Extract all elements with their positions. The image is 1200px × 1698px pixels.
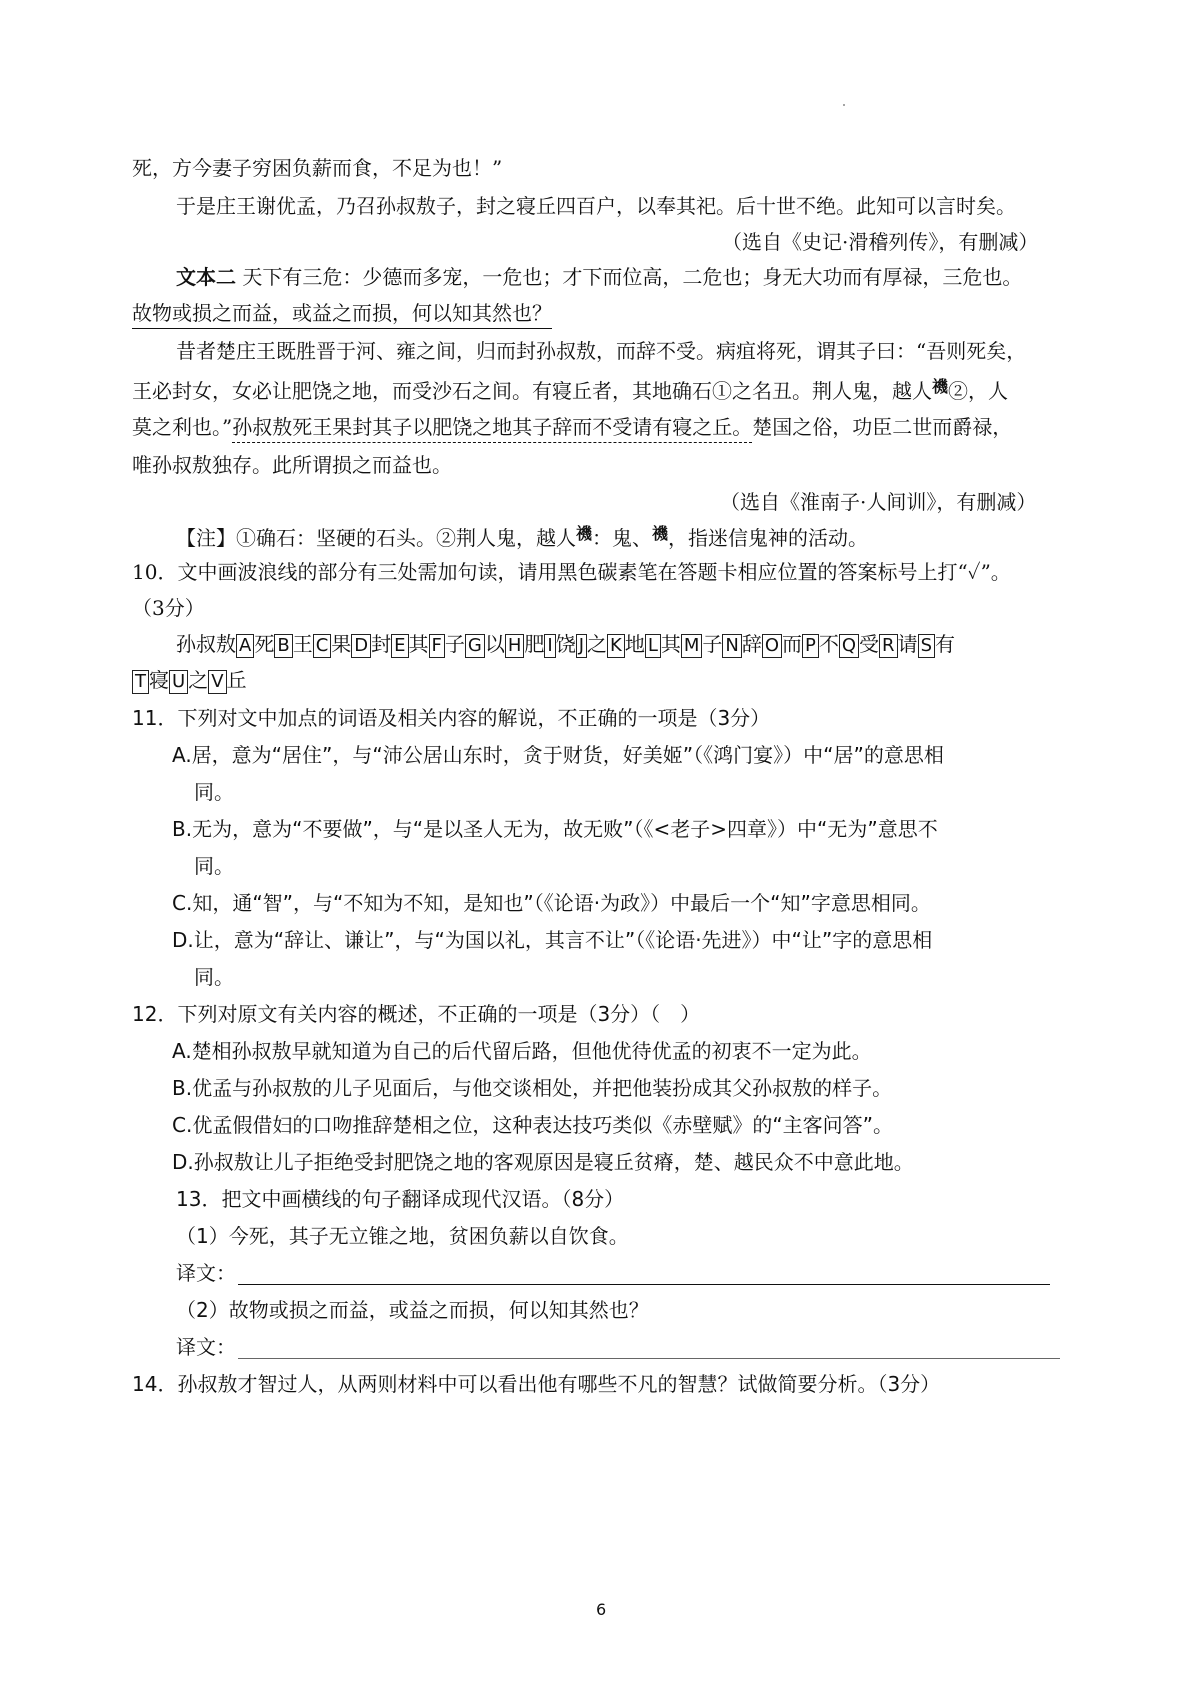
- q10-stem: 10．文中画波浪线的部分有三处需加句读，请用黑色碳素笔在答题卡相应位置的答案标号上打“✓”。: [132, 560, 1011, 584]
- q10-char: 地: [624, 632, 645, 656]
- q10-char: 肥: [524, 632, 545, 656]
- q10-char: 辞: [741, 632, 762, 656]
- q10-option-box-m[interactable]: M: [681, 634, 703, 658]
- q11-option-d-cont: 同。: [194, 965, 234, 989]
- q10-option-box-c[interactable]: C: [313, 634, 332, 658]
- passage1-line2-text: 于是庄王谢优孟，乃召孙叔敖子，封之寝丘四百户，以奉其祀。后十世不绝。此知可以言时矣。: [176, 194, 1016, 218]
- q10-char: 饶: [555, 632, 576, 656]
- q10-char: 王: [292, 632, 313, 656]
- q10-char: 受: [859, 632, 880, 656]
- q13-stem: 13．把文中画横线的句子翻译成现代汉语。（8分）: [176, 1187, 625, 1211]
- rare-character-glyph: 禨: [652, 524, 669, 543]
- q10-option-box-d[interactable]: D: [351, 634, 371, 658]
- note-text-mid: ：鬼、: [592, 526, 653, 550]
- q10-option-box-a[interactable]: A: [236, 634, 254, 658]
- q10-char: 以: [484, 632, 505, 656]
- q10-option-box-r[interactable]: R: [879, 634, 898, 658]
- q10-char: 不: [818, 632, 839, 656]
- q10-char: 封: [371, 632, 392, 656]
- passage1-line2: [176, 196, 1016, 216]
- passage2-line4: [132, 379, 1008, 401]
- note-text-end: ，指迷信鬼神的活动。: [668, 526, 869, 550]
- q11-option-b: B.无为，意为“不要做”，与“是以圣人无为，故无败”（《<老子>四章》）中“无为”意思不: [172, 817, 938, 841]
- q10-option-box-t[interactable]: T: [132, 670, 149, 694]
- q10-char: 其: [408, 632, 429, 656]
- q10-char: 有: [935, 632, 955, 656]
- q10-option-box-p[interactable]: P: [802, 634, 819, 658]
- q13-translation-label-2: 译文：: [176, 1335, 236, 1359]
- q10-option-box-k[interactable]: K: [607, 634, 625, 658]
- passage2-line4-end: ②，人: [948, 379, 1009, 403]
- q13-translation-label-1: 译文：: [176, 1261, 236, 1285]
- q11-option-c: C.知，通“智”，与“不知为不知，是知也”（《论语·为政》）中最后一个“知”字意思相同。: [172, 891, 931, 915]
- scan-speck: [843, 104, 845, 106]
- q11-option-d: D.让，意为“辞让、谦让”，与“为国以礼，其言不让”（《论语·先进》）中“让”字的意思相: [172, 928, 933, 952]
- q14-stem: 14．孙叔敖才智过人，从两则材料中可以看出他有哪些不凡的智慧？试做简要分析。（3分）: [132, 1372, 941, 1396]
- q10-char: 而: [782, 632, 803, 656]
- underlined-sentence-2: 故物或损之而益，或益之而损，何以知其然也？: [132, 301, 552, 329]
- q10-char: 其: [660, 632, 681, 656]
- q10-char: 丘: [226, 668, 247, 692]
- q10-char: 子: [702, 632, 723, 656]
- q12-option-a: A.楚相孙叔敖早就知道为自己的后代留后路，但他优待优孟的初衷不一定为此。: [172, 1039, 872, 1063]
- q10-char: 死: [254, 632, 275, 656]
- q10-option-box-i[interactable]: I: [544, 634, 555, 658]
- answer-blank-1[interactable]: [238, 1284, 1050, 1285]
- q10-option-box-q[interactable]: Q: [839, 634, 859, 658]
- q12-stem: 12．下列对原文有关内容的概述，不正确的一项是（3分）（ ）: [132, 1002, 701, 1026]
- passage2-line3: 昔者楚庄王既胜晋于河、雍之间，归而封孙叔敖，而辞不受。病疽将死，谓其子曰：“吾则死矣，: [176, 339, 1027, 363]
- passage2-note: [176, 526, 868, 548]
- q11-stem: 11．下列对文中加点的词语及相关内容的解说，不正确的一项是（3分）: [132, 706, 771, 730]
- q10-char: 果: [331, 632, 352, 656]
- q11-option-a-cont: 同。: [194, 780, 234, 804]
- q11-option-b-cont: 同。: [194, 854, 234, 878]
- q10-points: （3分）: [132, 596, 205, 620]
- passage2-line1-text: 天下有三危：少德而多宠，一危也；才下而位高，二危也；身无大功而有厚禄，三危也。: [242, 265, 1023, 289]
- passage2-line2: [132, 303, 552, 323]
- q10-option-box-g[interactable]: G: [465, 634, 485, 658]
- q10-option-box-v[interactable]: V: [208, 670, 226, 694]
- passage2-line4-text: 王必封女，女必让肥饶之地，而受沙石之间。有寝丘者，其地确石①之名丑。荆人鬼，越人: [132, 379, 932, 403]
- passage2-line5-text: 莫之利也。”: [132, 415, 233, 439]
- passage2-line1: [176, 267, 1022, 287]
- q10-option-box-u[interactable]: U: [169, 670, 188, 694]
- q10-char: 之: [587, 632, 607, 656]
- q10-option-box-h[interactable]: H: [505, 634, 525, 658]
- q10-option-box-f[interactable]: F: [429, 634, 445, 658]
- passage2-line6: 唯孙叔敖独存。此所谓损之而益也。: [132, 453, 452, 477]
- q10-option-box-e[interactable]: E: [391, 634, 408, 658]
- rare-character-glyph: 禨: [576, 524, 593, 543]
- passage1-source: （选自《史记·滑稽列传》，有删减）: [722, 230, 1039, 254]
- answer-blank-2[interactable]: [238, 1358, 1060, 1359]
- q12-option-b: B.优孟与孙叔敖的儿子见面后，与他交谈相处，并把他装扮成其父孙叔敖的样子。: [172, 1076, 893, 1100]
- note-text: 【注】①确石：坚硬的石头。②荆人鬼，越人: [176, 526, 576, 550]
- q13-sentence-2: （2）故物或损之而益，或益之而损，何以知其然也？: [176, 1298, 649, 1322]
- q10-answer-row-2: [132, 670, 247, 694]
- rare-character-glyph: 禨: [932, 377, 949, 396]
- q10-option-box-n[interactable]: N: [722, 634, 741, 658]
- q10-option-box-j[interactable]: J: [576, 634, 587, 658]
- q12-option-d: D.孙叔敖让儿子拒绝受封肥饶之地的客观原因是寝丘贫瘠，楚、越民众不中意此地。: [172, 1150, 914, 1174]
- q10-char: 寝: [149, 668, 169, 692]
- q11-option-a: A.居，意为“居住”，与“沛公居山东时，贪于财货，好美姬”（《鸿门宴》）中“居”的意思相: [172, 743, 944, 767]
- passage2-line5-end: 楚国之俗，功臣二世而爵禄，: [752, 415, 1013, 439]
- q10-option-box-l[interactable]: L: [645, 634, 661, 658]
- passage2-label: 文本二: [176, 265, 236, 289]
- passage2-source: （选自《淮南子·人间训》，有删减）: [720, 490, 1037, 514]
- passage1-line1: 死，方今妻子穷困负薪而食，不足为也！”: [132, 156, 503, 180]
- q10-char: 请: [897, 632, 918, 656]
- q10-answer-row-1: [176, 634, 955, 658]
- q10-option-box-o[interactable]: O: [762, 634, 782, 658]
- q10-char: 孙叔敖: [176, 632, 236, 656]
- q10-option-box-s[interactable]: S: [918, 634, 935, 658]
- passage2-line5: [132, 417, 1012, 437]
- q10-option-box-b[interactable]: B: [274, 634, 292, 658]
- q10-char: 子: [444, 632, 465, 656]
- page-number: 6: [596, 1600, 607, 1619]
- q13-sentence-1: （1）今死，其子无立锥之地，贫困负薪以自饮食。: [176, 1224, 629, 1248]
- q10-char: 之: [188, 668, 209, 692]
- q12-option-c: C.优孟假借妇的口吻推辞楚相之位，这种表达技巧类似《赤壁赋》的“主客问答”。: [172, 1113, 894, 1137]
- wavy-line-passage: 孙叔敖死王果封其子以肥饶之地其子辞而不受请有寝之丘。: [232, 415, 752, 443]
